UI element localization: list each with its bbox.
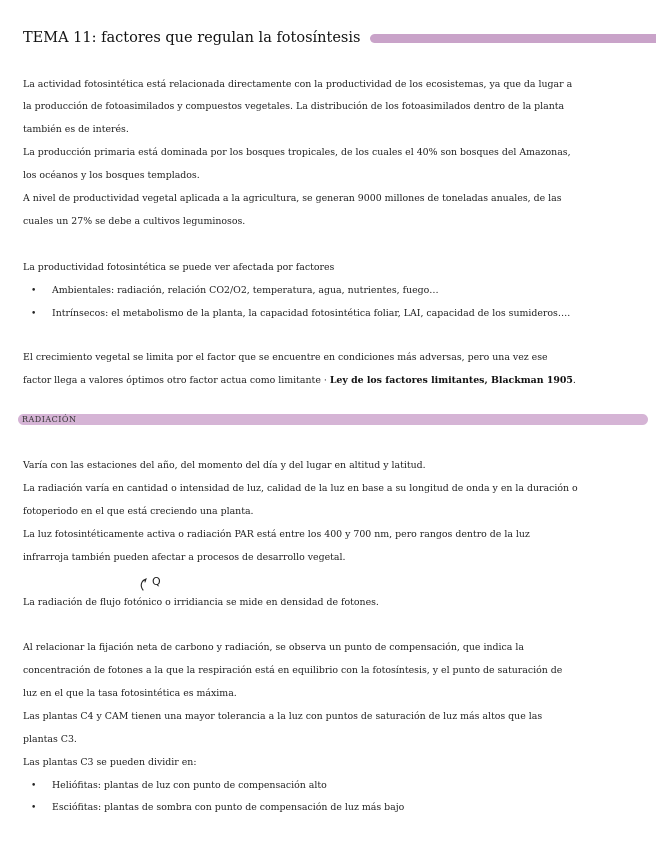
compensation-line-1: Al relacionar la fijación neta de carbono y radiación, se observa un punto de compensación, que indica la <box>23 642 524 653</box>
blackman-law: Ley de los factores limitantes, Blackman 1905 <box>329 375 573 386</box>
section-bar-radiacion <box>18 414 648 425</box>
intro-line-6: A nivel de productividad vegetal aplicada a la agricultura, se generan 9000 millones de toneladas anuales, de las <box>23 193 562 204</box>
title-accent-bar <box>370 34 656 43</box>
limiting-line-1: El crecimiento vegetal se limita por el factor que se encuentre en condiciones más adversas, pero una vez ese <box>23 352 548 363</box>
intro-line-2: la producción de fotoasimilados y compuestos vegetales. La distribución de los fotoasimilados dentro de la planta <box>23 101 565 112</box>
intro-line-5: los océanos y los bosques templados. <box>23 170 200 181</box>
intro-line-3: también es de interés. <box>23 124 129 135</box>
intro-line-4: La producción primaria está dominada por los bosques tropicales, de los cuales el 40% son bosques del Amazonas, <box>23 147 571 158</box>
compensation-line-5: plantas C3. <box>23 734 77 745</box>
bullet-dot: • <box>31 309 37 319</box>
bullet-dot: • <box>31 781 37 791</box>
intro-line-7: cuales un 27% se debe a cultivos leguminosos. <box>23 216 246 227</box>
limiting-line-2-prefix: factor llega a valores óptimos otro factor actua como limitante · <box>23 375 330 386</box>
factors-bullet-2: Intrínsecos: el metabolismo de la planta, la capacidad fotosintética foliar, LAI, capacidad de los sumideros…. <box>52 308 571 319</box>
compensation-line-4: Las plantas C4 y CAM tienen una mayor tolerancia a la luz con puntos de saturación de luz más altos que las <box>23 711 543 722</box>
compensation-line-3: luz en el que la tasa fotosintética es máxima. <box>23 688 237 699</box>
section-label: RADIACIÓN <box>22 415 77 424</box>
handwritten-annotation <box>138 573 168 593</box>
radiation-line-2: La radiación varía en cantidad o intensidad de luz, calidad de la luz en base a su longitud de onda y en la duración o <box>23 483 578 494</box>
limiting-line-2-suffix: . <box>572 375 576 386</box>
bullet-dot: • <box>31 286 37 296</box>
title-row <box>23 28 656 48</box>
radiation-line-3: fotoperiodo en el que está creciendo una planta. <box>23 506 254 517</box>
factors-lead: La productividad fotosintética se puede ver afectada por factores <box>23 262 335 273</box>
page-title: TEMA 11: factores que regulan la fotosíntesis <box>23 30 361 46</box>
radiation-line-5: infrarroja también pueden afectar a procesos de desarrollo vegetal. <box>23 552 346 563</box>
compensation-line-2: concentración de fotones a la que la respiración está en equilibrio con la fotosíntesis, y el punto de saturación de <box>23 665 563 676</box>
compensation-line-6: Las plantas C3 se pueden dividir en: <box>23 757 197 768</box>
radiation-flux: La radiación de flujo fotónico o irridiancia se mide en densidad de fotones. <box>23 597 379 608</box>
radiation-line-4: La luz fotosintéticamente activa o radiación PAR está entre los 400 y 700 nm, pero rangos dentro de la luz <box>23 529 530 540</box>
limiting-line-2 <box>23 375 633 387</box>
radiation-line-1: Varía con las estaciones del año, del momento del día y del lugar en altitud y latitud. <box>23 460 426 471</box>
factors-bullet-1: Ambientales: radiación, relación CO2/O2, temperatura, agua, nutrientes, fuego… <box>52 285 439 296</box>
bullet-dot: • <box>31 803 37 813</box>
compensation-bullet-2: Esciófitas: plantas de sombra con punto de compensación de luz más bajo <box>52 802 405 813</box>
intro-line-1: La actividad fotosintética está relacionada directamente con la productividad de los ecosistemas, ya que da lugar a <box>23 79 573 90</box>
annotation-q: Q <box>152 575 161 588</box>
compensation-bullet-1: Heliófitas: plantas de luz con punto de compensación alto <box>52 780 327 791</box>
